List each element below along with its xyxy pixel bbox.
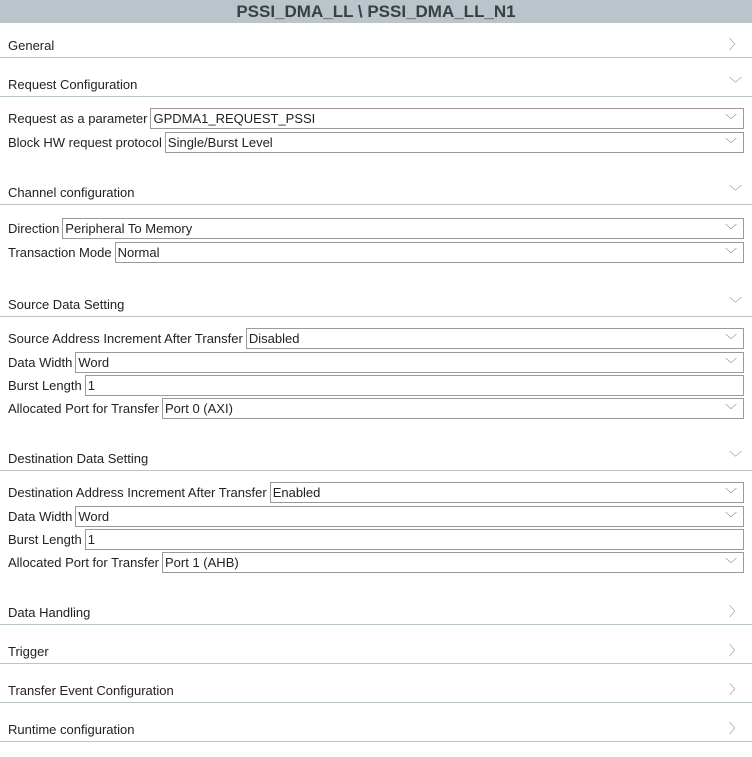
field-label: Data Width	[8, 509, 73, 524]
src-increment-select[interactable]	[246, 328, 744, 349]
chevron-down-icon: ﹀	[724, 137, 737, 151]
select-value: Enabled	[272, 485, 321, 500]
select-value: Word	[78, 509, 110, 524]
section-data-handling[interactable]	[0, 586, 752, 625]
field-label: Data Width	[8, 355, 73, 370]
chevron-down-icon: ﹀	[728, 450, 742, 465]
field-label: Block HW request protocol	[8, 135, 162, 150]
src-increment-row	[8, 328, 744, 349]
section-label: Data Handling	[8, 605, 91, 620]
dst-burst-length-row	[8, 529, 744, 550]
chevron-down-icon: ﹀	[724, 223, 737, 237]
input-value: 1	[87, 378, 95, 393]
dst-port-row	[8, 552, 744, 573]
dst-burst-length-input[interactable]	[85, 529, 744, 550]
chevron-down-icon: ﹀	[724, 247, 737, 261]
field-label: Direction	[8, 221, 60, 236]
input-value: 1	[87, 532, 95, 547]
select-value: Port 1 (AHB)	[165, 555, 239, 570]
window-title: PSSI_DMA_LL \ PSSI_DMA_LL_N1	[0, 0, 752, 23]
field-label: Allocated Port for Transfer	[8, 401, 160, 416]
section-label: Request Configuration	[8, 77, 138, 92]
src-port-select[interactable]	[162, 398, 744, 419]
chevron-down-icon: ﹀	[724, 333, 737, 347]
src-burst-length-input[interactable]	[85, 375, 744, 396]
section-request-configuration[interactable]	[0, 58, 752, 97]
field-label: Transaction Mode	[8, 245, 112, 260]
chevron-down-icon: ﹀	[724, 357, 737, 371]
dst-port-select[interactable]	[162, 552, 744, 573]
chevron-right-icon: 〉	[728, 37, 742, 52]
section-label: General	[8, 38, 55, 53]
chevron-down-icon: ﹀	[724, 113, 737, 127]
dst-data-width-select[interactable]	[75, 506, 744, 527]
chevron-down-icon: ﹀	[728, 76, 742, 91]
chevron-down-icon: ﹀	[724, 557, 737, 571]
src-data-width-select[interactable]	[75, 352, 744, 373]
select-value: Single/Burst Level	[167, 135, 273, 150]
section-source-data-setting[interactable]	[0, 278, 752, 317]
section-label: Transfer Event Configuration	[8, 683, 174, 698]
src-port-row	[8, 398, 744, 419]
section-general[interactable]	[0, 19, 752, 58]
section-label: Runtime configuration	[8, 722, 135, 737]
src-data-width-row	[8, 352, 744, 373]
request-param-row	[8, 108, 744, 129]
select-value: Port 0 (AXI)	[165, 401, 233, 416]
section-destination-data-setting[interactable]	[0, 432, 752, 471]
field-label: Burst Length	[8, 378, 82, 393]
section-label: Channel configuration	[8, 185, 135, 200]
chevron-down-icon: ﹀	[724, 403, 737, 417]
transaction-mode-select[interactable]	[115, 242, 744, 263]
select-value: Word	[78, 355, 110, 370]
section-label: Source Data Setting	[8, 297, 125, 312]
section-transfer-event-configuration[interactable]	[0, 664, 752, 703]
block-hw-protocol-select[interactable]	[165, 132, 744, 153]
chevron-right-icon: 〉	[728, 643, 742, 658]
section-label: Trigger	[8, 644, 49, 659]
dst-increment-select[interactable]	[270, 482, 744, 503]
transaction-mode-row	[8, 242, 744, 263]
dst-data-width-row	[8, 506, 744, 527]
field-label: Burst Length	[8, 532, 82, 547]
chevron-down-icon: ﹀	[728, 296, 742, 311]
field-label: Destination Address Increment After Transfer	[8, 485, 267, 500]
src-burst-length-row	[8, 375, 744, 396]
chevron-right-icon: 〉	[728, 604, 742, 619]
select-value: Peripheral To Memory	[65, 221, 193, 236]
dst-increment-row	[8, 482, 744, 503]
direction-select[interactable]	[62, 218, 744, 239]
direction-row	[8, 218, 744, 239]
block-hw-row	[8, 132, 744, 153]
section-channel-configuration[interactable]	[0, 166, 752, 205]
chevron-right-icon: 〉	[728, 682, 742, 697]
field-label: Allocated Port for Transfer	[8, 555, 160, 570]
field-label: Source Address Increment After Transfer	[8, 331, 243, 346]
select-value: Normal	[117, 245, 160, 260]
chevron-down-icon: ﹀	[728, 184, 742, 199]
select-value: Disabled	[248, 331, 300, 346]
select-value: GPDMA1_REQUEST_PSSI	[153, 111, 316, 126]
chevron-down-icon: ﹀	[724, 511, 737, 525]
field-label: Request as a parameter	[8, 111, 148, 126]
request-param-select[interactable]	[150, 108, 744, 129]
section-trigger[interactable]	[0, 625, 752, 664]
chevron-down-icon: ﹀	[724, 487, 737, 501]
chevron-right-icon: 〉	[728, 721, 742, 736]
section-runtime-configuration[interactable]	[0, 703, 752, 742]
section-label: Destination Data Setting	[8, 451, 149, 466]
